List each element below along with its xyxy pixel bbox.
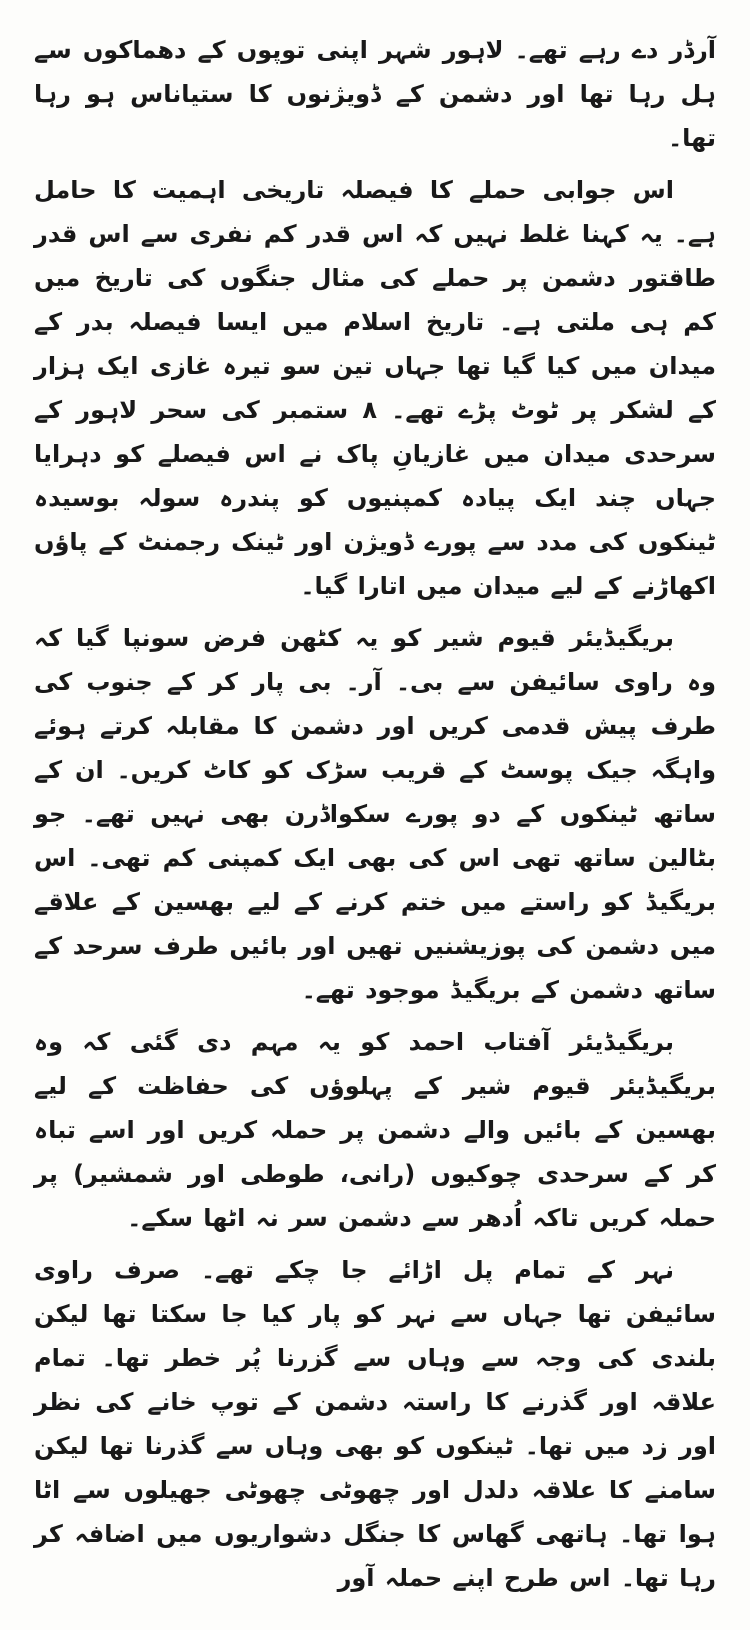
paragraph-brigadier-qayyum-sher: بریگیڈیئر قیوم شیر کو یہ کٹھن فرض سونپا گیا کہ وہ راوی سائیفن سے بی۔ آر۔ بی پار کر کے جنوب کی طرف پیش قدمی کریں اور دشمن کا مقابلہ کرتے ہوئے واہگہ جیک پوسٹ کے قریب سڑک کو کاٹ کریں۔ ان کے ساتھ ٹینکوں کے دو پورے سکواڈرن بھی نہیں تھے۔ جو بٹالین ساتھ تھی اس کی بھی ایک کمپنی کم تھی۔ اس بریگیڈ کو راستے میں ختم کرنے کے لیے بھسین کے علاقے میں دشمن کی پوزیشنیں تھیں اور بائیں طرف سرحد کے ساتھ دشمن کے بریگیڈ موجود تھے۔	[34, 624, 716, 1004]
paragraph-brigadier-aftab-ahmad: بریگیڈیئر آفتاب احمد کو یہ مہم دی گئی کہ وہ بریگیڈیئر قیوم شیر کے پہلوؤں کی حفاظت کے لیے بھسین کے بائیں والے دشمن پر حملہ کریں اور اسے تباہ کر کے سرحدی چوکیوں (رانی، طوطی اور شمشیر) پر حملہ کریں تاکہ اُدھر سے دشمن سر نہ اٹھا سکے۔	[34, 1028, 716, 1232]
paragraph-canal-crossing: نہر کے تمام پل اڑائے جا چکے تھے۔ صرف راوی سائیفن تھا جہاں سے نہر کو پار کیا جا سکتا تھا لیکن بلندی کی وجہ سے وہاں سے گزرنا پُر خطر تھا۔ تمام علاقہ اور گذرنے کا راستہ دشمن کے توپ خانے کی نظر اور زد میں تھا۔ ٹینکوں کو بھی وہاں سے گذرنا تھا لیکن سامنے کا علاقہ دلدل اور چھوٹی چھوٹی جھیلوں سے اٹا ہوا تھا۔ ہاتھی گھاس کا جنگل دشواریوں میں اضافہ کر رہا تھا۔ اس طرح اپنے حملہ آور	[34, 1256, 716, 1592]
paragraph-battle-decision: اس جوابی حملے کا فیصلہ تاریخی اہمیت کا حامل ہے۔ یہ کہنا غلط نہیں کہ اس قدر کم نفری سے اس قدر طاقتور دشمن پر حملے کی مثال جنگوں کی تاریخ میں کم ہی ملتی ہے۔ تاریخ اسلام میں ایسا فیصلہ بدر کے میدان میں کیا گیا تھا جہاں تین سو تیرہ غازی ایک ہزار کے لشکر پر ٹوٹ پڑے تھے۔ ۸ ستمبر کی سحر لاہور کے سرحدی میدان میں غازیانِ پاک نے اس فیصلے کو دہرایا جہاں چند ایک پیادہ کمپنیوں کو پندرہ سولہ بوسیدہ ٹینکوں کی مدد سے پورے ڈویژن اور ٹینک رجمنٹ کے پاؤں اکھاڑنے کے لیے میدان میں اتارا گیا۔	[34, 176, 717, 600]
paragraph-continuation: آرڈر دے رہے تھے۔ لاہور شہر اپنی توپوں کے دھماکوں سے ہل رہا تھا اور دشمن کے ڈویژنوں کا ستیاناس ہو رہا تھا۔	[34, 36, 716, 152]
